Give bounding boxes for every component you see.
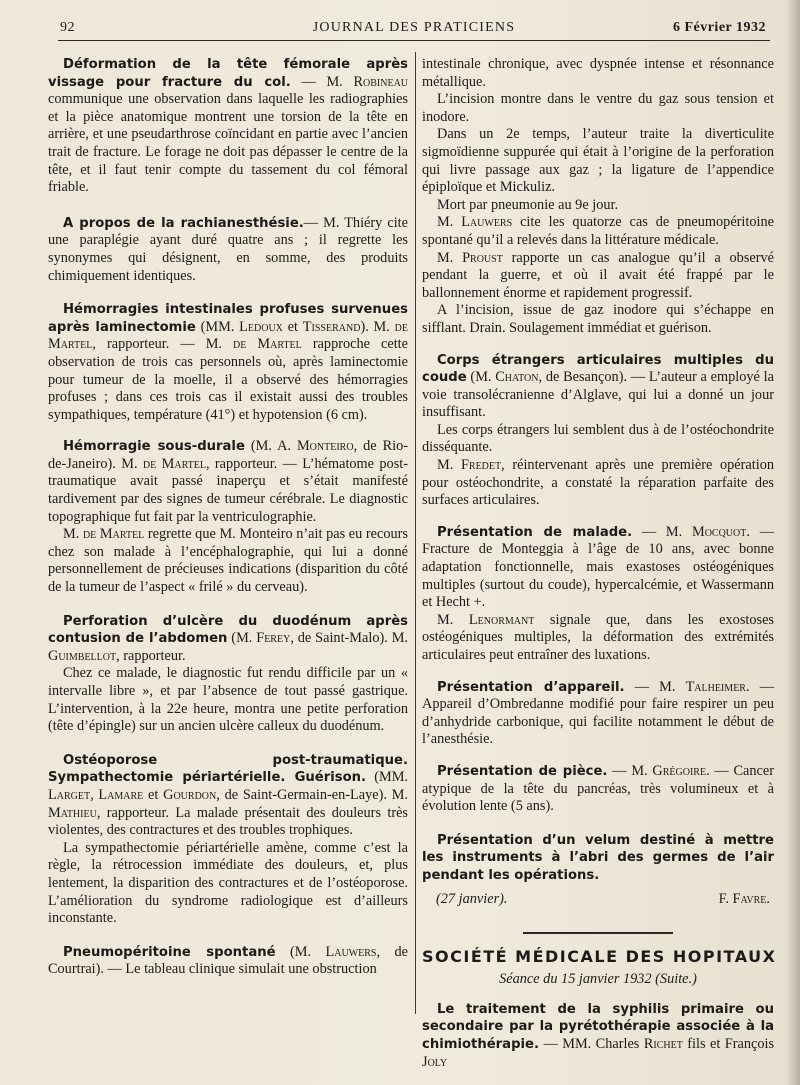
article-entry: Perforation d’ulcère du duodénum après contusion de l’abdomen (M. Ferey, de Saint-Malo). M. Guimbellot, rapporteur. Chez ce malade, le diagnostic fut rendu difficile par un « intervalle libre », et par l’absence de tout passé gastrique. L’intervention, à la 22e heure, montra une petite perforation (tête d’épingle) sur un ancien ulcère calleux du duodénum. [48,613,408,735]
session-subheading: Séance du 15 janvier 1932 (Suite.) [499,971,697,988]
article-entry: Ostéoporose post-traumatique. Sympathectomie périartérielle. Guérison. (MM. Larget, Lamare et Gourdon, de Saint-Germain-en-Laye). M. Mathieu, rapporteur. La malade présentait des douleurs très violentes, des contractures et des troubles trophiques. La sympathectomie périartérielle amène, comme c’est la règle, la rétrocession immédiate des douleurs, et, plus lentement, la disparition des contractures et de l’ostéoporose. L’amélioration du syndrome radiologique est d’ailleurs inconstante. [48,752,409,927]
right-column [422,56,777,1071]
entry-title: Pneumopéritoine spontané [63,944,276,960]
article-entry [422,832,774,908]
article-entry: Hémorragie sous-durale (M. A. Monteiro, de Rio-de-Janeiro). M. de Martel, rapporteur. — L’hématome post-traumatique avait passé inaperçu et s’était manifesté tardivement par des signes de tumeur cérébrale. Le diagnostic topographique fut fait par la ventriculographie. M. de Martel regrette que M. Monteiro n’ait pas eu recours chez son malade à l’encéphalographie, qui lui a donné personnellement de précieuses indications (disparition du côté de la tumeur de l’aspect « frilé » du cerveau). [48,438,408,596]
entry-title: Corps étrangers articulaires multiples du coude [422,352,774,386]
paragraph: Chez ce malade, le diagnostic fut rendu difficile par un « intervalle libre », et par l’absence de tout passé gastrique. L’intervention, à la 22e heure, montra une petite perforation (tête d’épingle) sur un ancien ulcère calleux du duodénum. [48,665,408,735]
author-name: de Martel [82,526,145,543]
report-date: (27 janvier). [436,890,508,907]
author-name: Chaton [495,369,539,386]
article-entry: Déformation de la tête fémorale après vissage pour fracture du col. — M. Robineau communique une observation dans laquelle les radiographies et la pièce anatomique montrent une torsion de la tête en arrière, et une pseudarthrose coïncidant en partie avec l’ancien trait de fracture. Le forage ne doit pas dépasser le centre de la tête, et il faut tenir compte du tassement du col fémoral friable. [48,57,409,196]
author-name: Lauwers [325,943,377,960]
author-name: Lauwers [461,214,513,231]
entry-title: Ostéoporose post-traumatique. Sympathectomie périartérielle. Guérison. [48,752,408,786]
author-name: Lamare [98,786,144,803]
entry-title: Hémorragie sous-durale [63,439,245,455]
page-header [58,18,770,41]
author-name: Tisserand [302,318,361,335]
signature-line [422,891,774,909]
article-entry: Corps étrangers articulaires multiples du coude (M. Chaton, de Besançon). — L’auteur a employé la voie transolécranienne d’Alglave, qui lui a donné un jour insuffisant. Les corps étrangers lui semblent dus à de l’ostéochondrite disséquante. M. Fredet, réintervenant après une première opération pour ostéochondrite, a constaté la réparation parfaite des surfaces articulaires. [422,352,774,509]
author-name: Fredet [460,457,502,474]
article-entry: Hémorragies intestinales profuses survenues après laminectomie (MM. Ledoux et Tisserand). M. de Martel, rapporteur. — M. de Martel rapproche cette observation de trois cas personnels où, après laminectomie pour tumeur de la moelle, il a observé des hémorragies profuses ; dans ces trois cas il existait aussi des troubles sympathiques, température (41°) et hypotension (6 cm). [48,302,409,423]
author-name: Gourdon [163,786,217,803]
article-entry: A propos de la rachianesthésie.— M. Thiéry cite une paraplégie ayant duré quatre ans ; il regrette les synonymes qui désignent, en somme, des produits chimiquement identiques. [48,214,408,284]
paragraph: Les corps étrangers lui semblent dus à de l’ostéochondrite disséquante. [422,421,774,456]
paragraph: La sympathectomie périartérielle amène, comme c’est la règle, la rétrocession immédiate des douleurs, et, plus lentement, la disparition des contractures et de l’ostéoporose. L’amélioration du syndrome radiologique est d’ailleurs inconstante. [48,839,408,927]
author-name: Grégoire [652,762,707,779]
paragraph: A l’incision, issue de gaz inodore qui s’échappe en sifflant. Drain. Soulagement immédiat et guérison. [422,302,774,336]
author-name: Ferey [256,630,291,647]
entry-title: Présentation de pièce. [437,763,608,779]
entry-title: Présentation de malade. [437,524,633,540]
entry-title: Le traitement de la syphilis primaire ou secondaire par la pyrétothérapie associée à la chimiothérapie. [422,1001,774,1052]
article-continuation: intestinale chronique, avec dyspnée intense et résonnance métallique. L’incision montre dans le ventre du gaz sous tension et inodore. Dans un 2e temps, l’auteur traite la diverticulite sigmoïdienne suppurée qui était à l’origine de la perforation qui livre passage aux gaz ; la ligature de l’appendice épiploïque et Mickuliz. Mort par pneumonie au 9e jour. M. Lauwers cite les quatorze cas de pneumopéritoine spontané qu’il a relevés dans la littérature médicale. M. Proust rapporte un cas analogue qu’il a observé pendant la guerre, et où il avait été frappé par le ballonnement énorme et rapidement progressif. A l’incision, issue de gaz inodore qui s’échappe en sifflant. Drain. Soulagement immédiat et guérison. [422,56,774,336]
author-name: Larget [48,786,91,803]
author-name: Joly [422,1053,448,1070]
paragraph: Mort par pneumonie au 9e jour. [437,196,619,213]
journal-title: JOURNAL DES PRATICIENS [312,20,516,35]
article-entry: Pneumopéritoine spontané (M. Lauwers, de Courtrai). — Le tableau clinique simulait une obstruction [48,943,408,978]
entry-title: Hémorragies intestinales profuses survenues après laminectomie [48,302,408,335]
author-name: Mathieu [48,804,97,821]
issue-date: 6 Février 1932 [672,20,766,35]
left-column [48,56,408,979]
author-name: Lenormant [468,611,535,628]
column-divider [415,52,416,1014]
entry-title: Perforation d’ulcère du duodénum après contusion de l’abdomen [48,613,408,647]
page-binding-shadow [786,0,800,1085]
report-author: F. Favre. [718,890,770,907]
entry-title: A propos de la rachianesthésie. [63,215,304,231]
article-entry: Le traitement de la syphilis primaire ou secondaire par la pyrétothérapie associée à la chimiothérapie. — MM. Charles Richet fils et François Joly [422,1001,775,1070]
entry-title: Présentation d’appareil. [437,679,625,695]
author-name: de Martel [233,336,302,353]
author-name: de Martel [48,318,408,353]
author-name: Talheimer [685,678,746,695]
entry-title: Présentation d’un velum destiné à mettre les instruments à l’abri des germes de l’air pendant les opérations. [422,832,774,883]
author-name: Monteiro [296,438,354,455]
author-name: Richet [643,1036,683,1052]
author-name: Robineau [353,73,409,90]
article-entry: Présentation d’appareil. — M. Talheimer. — Appareil d’Ombredanne modifié pour faire respirer un peu d’anhydride carbonique, qui facilite notamment le début de l’anesthésie. [422,678,774,748]
author-name: Proust [462,249,503,266]
paragraph: intestinale chronique, avec dyspnée intense et résonnance métallique. [422,56,774,90]
society-heading: SOCIÉTÉ MÉDICALE DES HOPITAUX [422,946,777,966]
article-entry: Présentation de pièce. — M. Grégoire. — Cancer atypique de la tête du pancréas, très volumineux et à évolution lente (5 ans). [422,762,774,815]
author-name: de Martel [142,455,206,472]
paragraph: Dans un 2e temps, l’auteur traite la diverticulite sigmoïdienne suppurée qui était à l’origine de la perforation qui livre passage aux gaz ; la ligature de l’appendice épiploïque et Mickuliz. [422,126,774,196]
entry-title: Déformation de la tête fémorale après vissage pour fracture du col. [48,57,408,90]
page-number: 92 [60,20,75,35]
author-name: Guimbellot [48,647,117,664]
author-name: Mocquot [691,523,747,540]
paragraph: L’incision montre dans le ventre du gaz sous tension et inodore. [422,91,774,125]
author-name: Ledoux [239,318,283,335]
section-rule [523,932,673,934]
article-entry: Présentation de malade. — M. Mocquot. — Fracture de Monteggia à l’âge de 10 ans, avec bonne adaptation fonctionnelle, mais exastoses ostéogéniques multiples (surtout du coude), hypercalcémie, et Wassermann et Hecht +. M. Lenormant signale que, dans les exostoses ostéogéniques multiples, la déformation des extrémités articulaires peut entraîner des luxations. [422,523,774,663]
